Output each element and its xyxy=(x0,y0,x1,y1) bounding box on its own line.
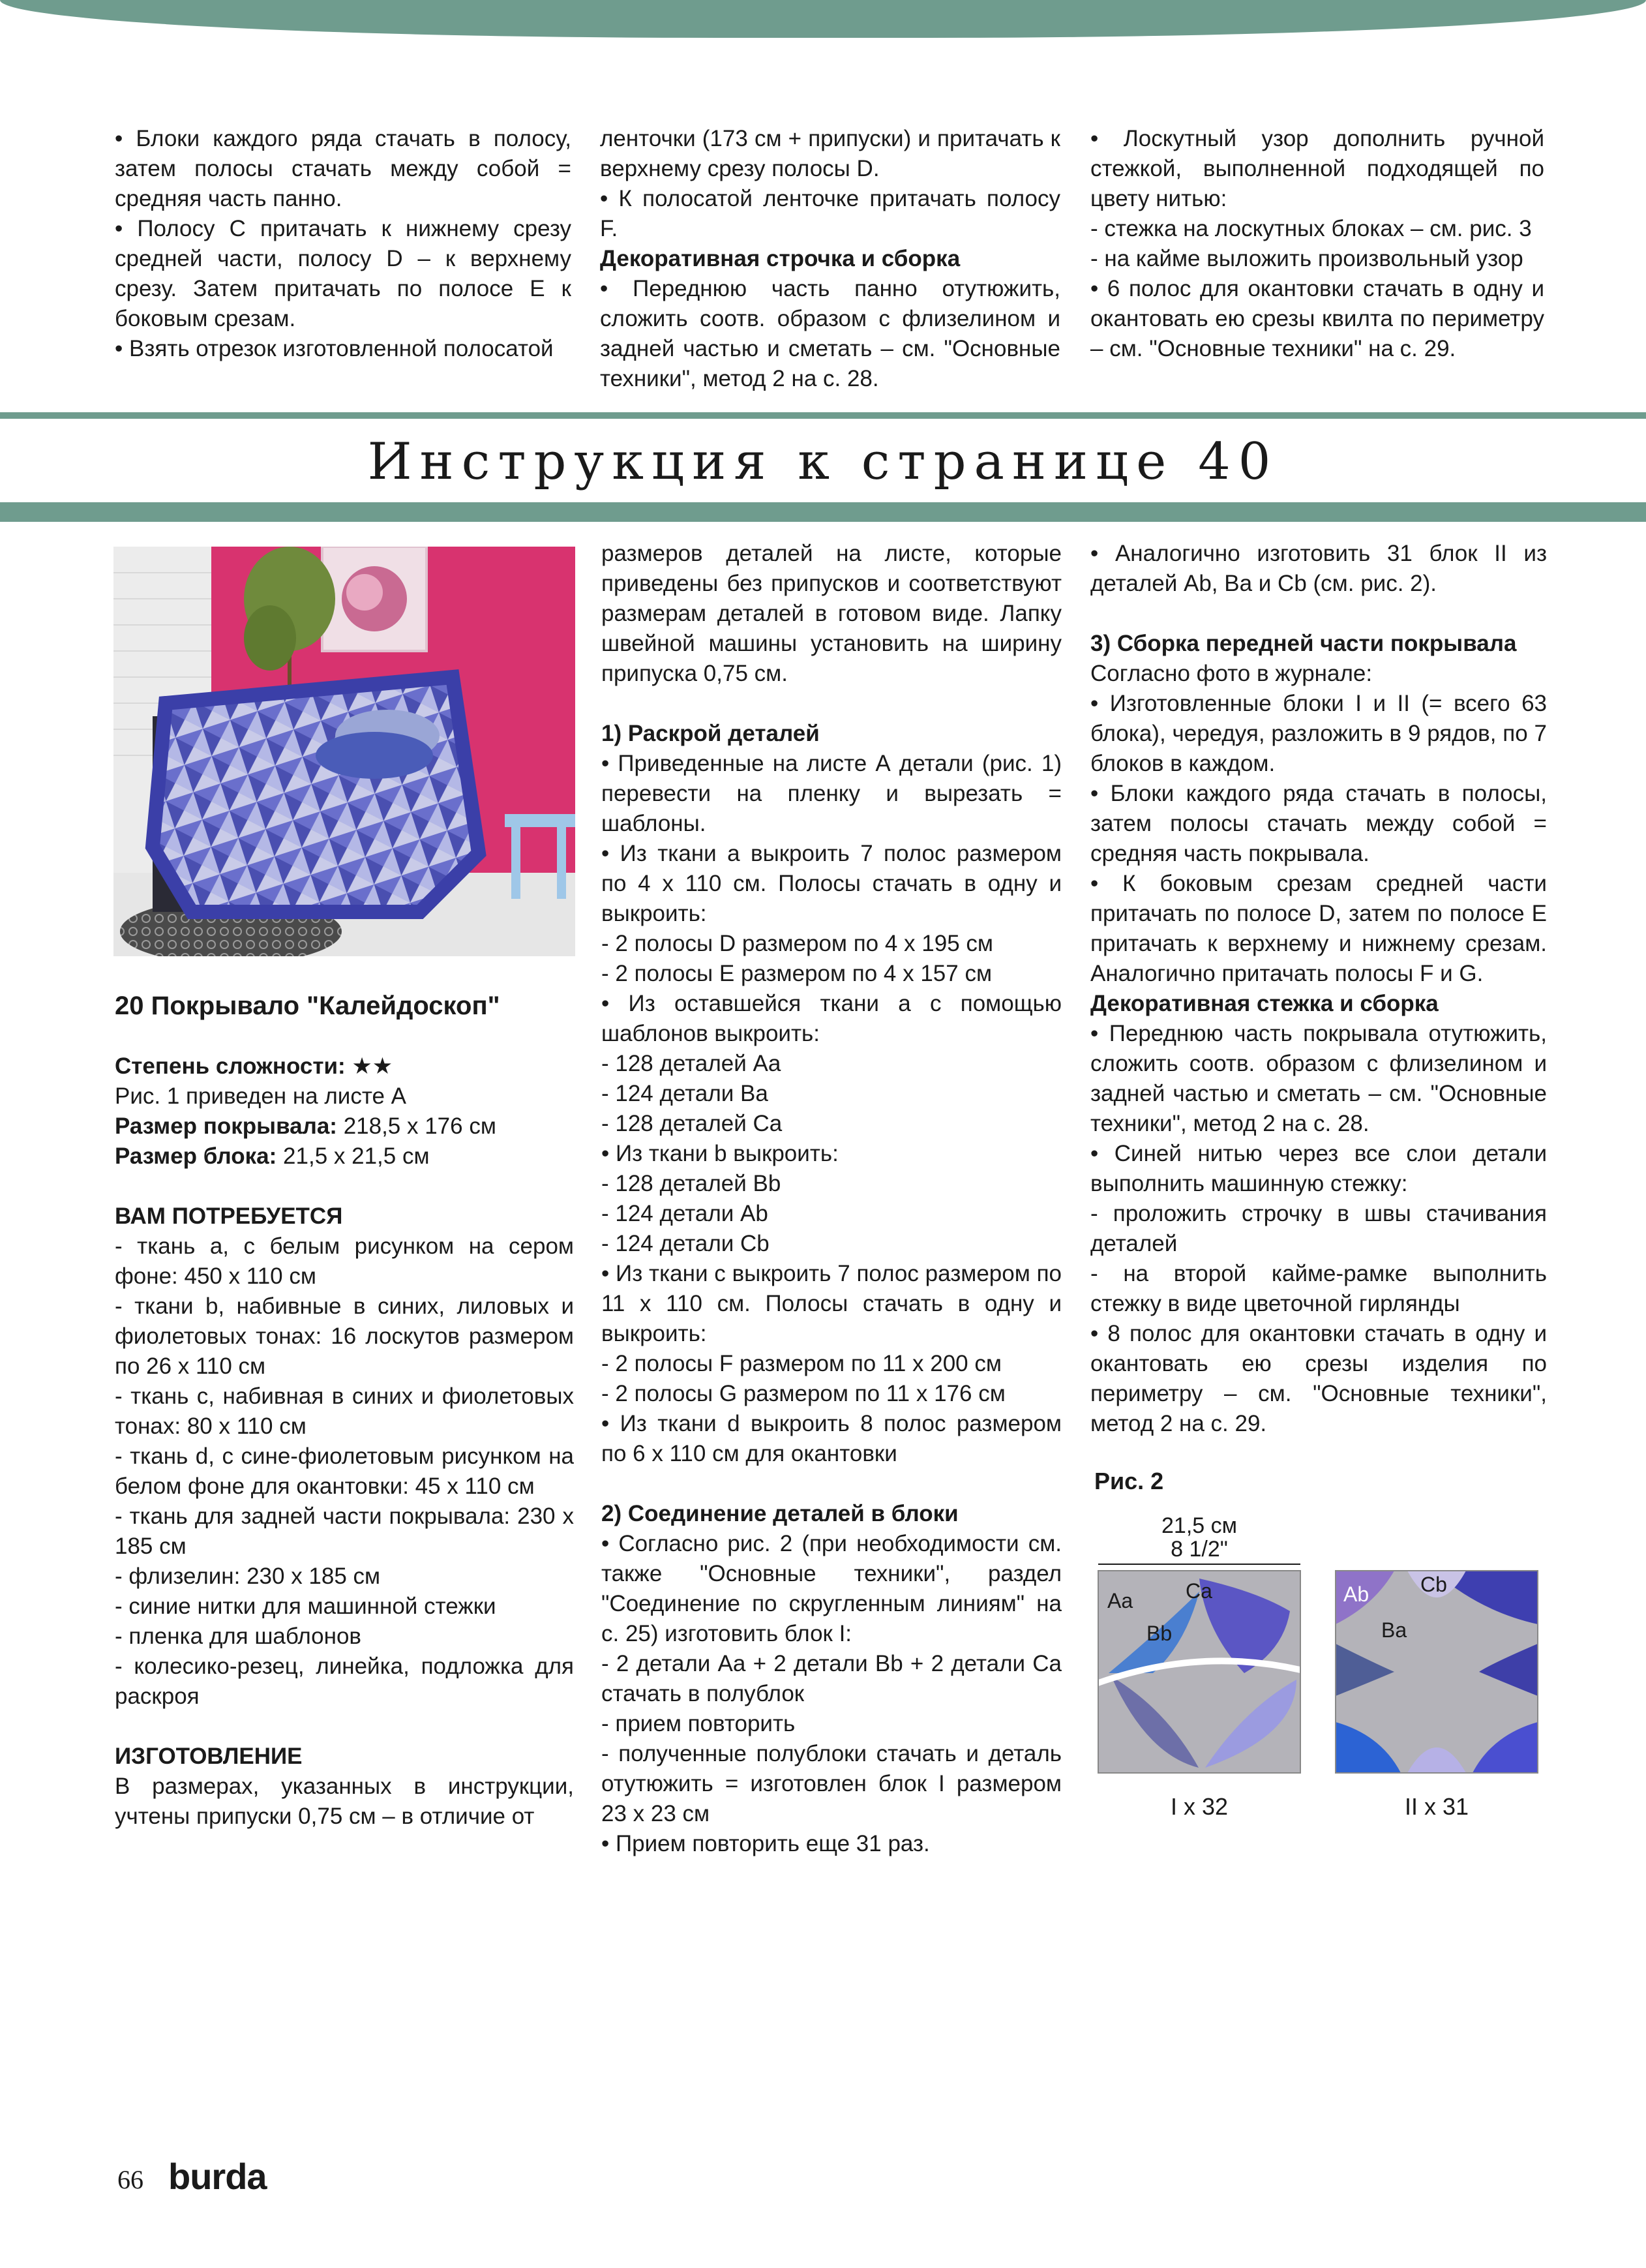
paragraph: - на кайме выложить произвольный узор xyxy=(1090,246,1523,271)
quilt-photo-image xyxy=(113,547,575,956)
step-item: Согласно фото в журнале: xyxy=(1090,661,1373,686)
top-column-2 xyxy=(600,124,1060,394)
step-item: - 2 полосы G размером по 11 x 176 см xyxy=(601,1381,1006,1406)
figure-2 xyxy=(1088,1513,1557,1839)
making-heading: ИЗГОТОВЛЕНИЕ xyxy=(115,1744,303,1769)
size-label: Размер покрывала: xyxy=(115,1113,337,1139)
step-item: - 2 полосы F размером по 11 x 200 см xyxy=(601,1351,1002,1376)
material-item: - ткань для задней части покрывала: 230 x 185 см xyxy=(115,1504,574,1559)
figure-label: Рис. 2 xyxy=(1094,1468,1164,1494)
block-size-value: 21,5 x 21,5 см xyxy=(283,1143,430,1169)
making-text: В размерах, указанных в инструкции, учтены припуски 0,75 см – в отличие от xyxy=(115,1774,574,1829)
section-header xyxy=(0,412,1646,523)
page-number: 66 xyxy=(117,2165,143,2194)
step-item: - на второй кайме-рамке выполнить стежку в виде цветочной гирлянды xyxy=(1090,1261,1547,1316)
label-Ab: Ab xyxy=(1343,1582,1369,1606)
step-item: • Из ткани a выкроить 7 полос размером по 4 x 110 см. Полосы стачать в одну и выкроить: xyxy=(601,841,1062,926)
difficulty-stars: ★★ xyxy=(352,1053,393,1079)
step-item: • Из ткани c выкроить 7 полос размером по 11 x 110 см. Полосы стачать в одну и выкроить: xyxy=(601,1261,1062,1346)
step-item: • Согласно рис. 2 (при необходимости см. также "Основные техники", раздел "Соединение по скругленным линиям" на с. 25) изготовить блок I: xyxy=(601,1531,1062,1646)
label-Ba: Ba xyxy=(1381,1618,1407,1642)
step-item: - 2 полосы D размером по 4 x 195 см xyxy=(601,931,993,956)
paragraph: - стежка на лоскутных блоках – см. рис. 3 xyxy=(1090,216,1532,241)
step-item: - 124 детали Ab xyxy=(601,1201,768,1226)
step-item: • Изготовленные блоки I и II (= всего 63 блока), чередуя, разложить в 9 рядов, по 7 блоков в каждом. xyxy=(1090,691,1547,776)
material-item: - синие нитки для машинной стежки xyxy=(115,1594,496,1619)
paragraph: ленточки (173 см + припуски) и притачать к верхнему срезу полосы D. xyxy=(600,126,1060,181)
figure-note: Рис. 1 приведен на листе А xyxy=(115,1083,407,1109)
paragraph: • 6 полос для окантовки стачать в одну и окантовать ею срезы квилта по периметру – см. "Основные техники" на с. 29. xyxy=(1090,276,1544,361)
step-item: • Переднюю часть покрывала отутюжить, сложить соотв. образом с флизелином и задней частью и сметать – см. "Основные техники", метод 2 на с. 28. xyxy=(1090,1021,1547,1136)
section-heading: Декоративная строчка и сборка xyxy=(600,246,961,271)
brand-logo: burda xyxy=(168,2156,267,2197)
top-decorative-band xyxy=(0,0,1646,38)
difficulty-line xyxy=(115,1051,574,1081)
header-rule-top xyxy=(0,412,1646,419)
step-item: - прием повторить xyxy=(601,1711,796,1736)
step-item: • Из ткани b выкроить: xyxy=(601,1141,839,1166)
paragraph: • Переднюю часть панно отутюжить, сложить соотв. образом с флизелином и задней частью и сметать – см. "Основные техники", метод 2 на с. 28. xyxy=(600,276,1060,391)
step-item: - 128 деталей Aa xyxy=(601,1051,781,1076)
paragraph: • Взять отрезок изготовленной полосатой xyxy=(115,336,554,361)
paragraph: • Полосу С притачать к нижнему срезу средней части, полосу D – к верхнему срезу. Затем притачать по полосе Е к боковым срезам. xyxy=(115,216,571,331)
step-item: - проложить строчку в швы стачивания деталей xyxy=(1090,1201,1547,1256)
label-Aa: Aa xyxy=(1107,1589,1133,1612)
material-item: - пленка для шаблонов xyxy=(115,1624,362,1649)
step-item: • Синей нитью через все слои детали выполнить машинную стежку: xyxy=(1090,1141,1547,1196)
section-heading: 1) Раскрой деталей xyxy=(601,721,820,746)
product-column xyxy=(115,986,574,1832)
block-2-caption: II x 31 xyxy=(1404,1793,1469,1820)
header-rule-bottom xyxy=(0,502,1646,522)
step-item: • Прием повторить еще 31 раз. xyxy=(601,1831,930,1856)
material-item: - ткань c, набивная в синих и фиолетовых тонах: 80 x 110 см xyxy=(115,1383,574,1439)
instructions-column-3 xyxy=(1090,539,1547,1439)
material-item: - ткань a, с белым рисунком на сером фоне: 450 x 110 см xyxy=(115,1233,574,1289)
block-size-line xyxy=(115,1142,574,1172)
paragraph: • Лоскутный узор дополнить ручной стежкой, выполненной подходящей по цвету нитью: xyxy=(1090,126,1544,211)
material-item: - колесико-резец, линейка, подложка для раскроя xyxy=(115,1654,574,1709)
section-heading: 3) Сборка передней части покрывала xyxy=(1090,631,1517,656)
step-item: • Из оставшейся ткани a с помощью шаблонов выкроить: xyxy=(601,991,1062,1046)
step-item: • 8 полос для окантовки стачать в одну и окантовать ею срезы изделия по периметру – см. "Основные техники", метод 2 на с. 29. xyxy=(1090,1321,1547,1436)
section-title: Инструкция к странице 40 xyxy=(367,432,1279,491)
paragraph: • Блоки каждого ряда стачать в полосу, затем полосы стачать между собой = средняя часть панно. xyxy=(115,126,571,211)
product-title: 20 Покрывало "Калейдоскоп" xyxy=(115,991,500,1020)
step-item: - 2 полосы E размером по 4 x 157 см xyxy=(601,961,993,986)
step-item: • К боковым срезам средней части притачать по полосе D, затем по полосе Е притачать к верхнему и нижнему срезам. Аналогично притачать полосы F и G. xyxy=(1090,871,1547,986)
step-item: - 128 деталей Bb xyxy=(601,1171,781,1196)
materials-heading: ВАМ ПОТРЕБУЕТСЯ xyxy=(115,1203,343,1229)
section-heading: Декоративная стежка и сборка xyxy=(1090,991,1439,1016)
step-item: - полученные полублоки стачать и деталь отутюжить = изготовлен блок I размером 23 x 23 см xyxy=(601,1741,1062,1826)
block-diagram xyxy=(1088,1513,1557,1839)
step-item: • Из ткани d выкроить 8 полос размером по 6 x 110 см для окантовки xyxy=(601,1411,1062,1466)
step-item: - 124 детали Ba xyxy=(601,1081,768,1106)
top-column-3 xyxy=(1090,124,1544,364)
step-item: • Приведенные на листе А детали (рис. 1) перевести на пленку и вырезать = шаблоны. xyxy=(601,751,1062,836)
instructions-column-2 xyxy=(601,539,1062,1859)
step-item: - 124 детали Cb xyxy=(601,1231,770,1256)
label-Ca: Ca xyxy=(1186,1579,1212,1603)
difficulty-label: Степень сложности: xyxy=(115,1053,346,1079)
paragraph: размеров деталей на листе, которые приведены без припусков и соответствуют размерам деталей в готовом виде. Лапку швейной машины установить на ширину припуска 0,75 см. xyxy=(601,541,1062,686)
top-column-1 xyxy=(115,124,571,364)
dimension-cm: 21,5 см xyxy=(1161,1513,1237,1538)
material-item: - ткань d, с сине-фиолетовым рисунком на белом фоне для окантовки: 45 x 110 см xyxy=(115,1444,574,1499)
material-item: - флизелин: 230 x 185 см xyxy=(115,1564,381,1589)
size-value: 218,5 x 176 см xyxy=(343,1113,496,1139)
step-item: - 128 деталей Ca xyxy=(601,1111,783,1136)
material-item: - ткани b, набивные в синих, лиловых и фиолетовых тонах: 16 лоскутов размером по 26 x 110 см xyxy=(115,1293,574,1379)
label-Cb: Cb xyxy=(1420,1573,1447,1596)
quilt-photo xyxy=(113,547,575,956)
block-1-caption: I x 32 xyxy=(1170,1793,1229,1820)
block-size-label: Размер блока: xyxy=(115,1143,277,1169)
step-item: - 2 детали Aa + 2 детали Bb + 2 детали Ca стачать в полублок xyxy=(601,1651,1062,1706)
paragraph: • Аналогично изготовить 31 блок II из деталей Ab, Ba и Cb (см. рис. 2). xyxy=(1090,541,1547,596)
label-Bb: Bb xyxy=(1146,1622,1173,1645)
section-heading: 2) Соединение деталей в блоки xyxy=(601,1501,959,1526)
dimension-inches: 8 1/2" xyxy=(1171,1537,1228,1562)
paragraph: • К полосатой ленточке притачать полосу F. xyxy=(600,186,1060,241)
size-line xyxy=(115,1111,574,1142)
step-item: • Блоки каждого ряда стачать в полосы, затем полосы стачать между собой = средняя часть покрывала. xyxy=(1090,781,1547,866)
